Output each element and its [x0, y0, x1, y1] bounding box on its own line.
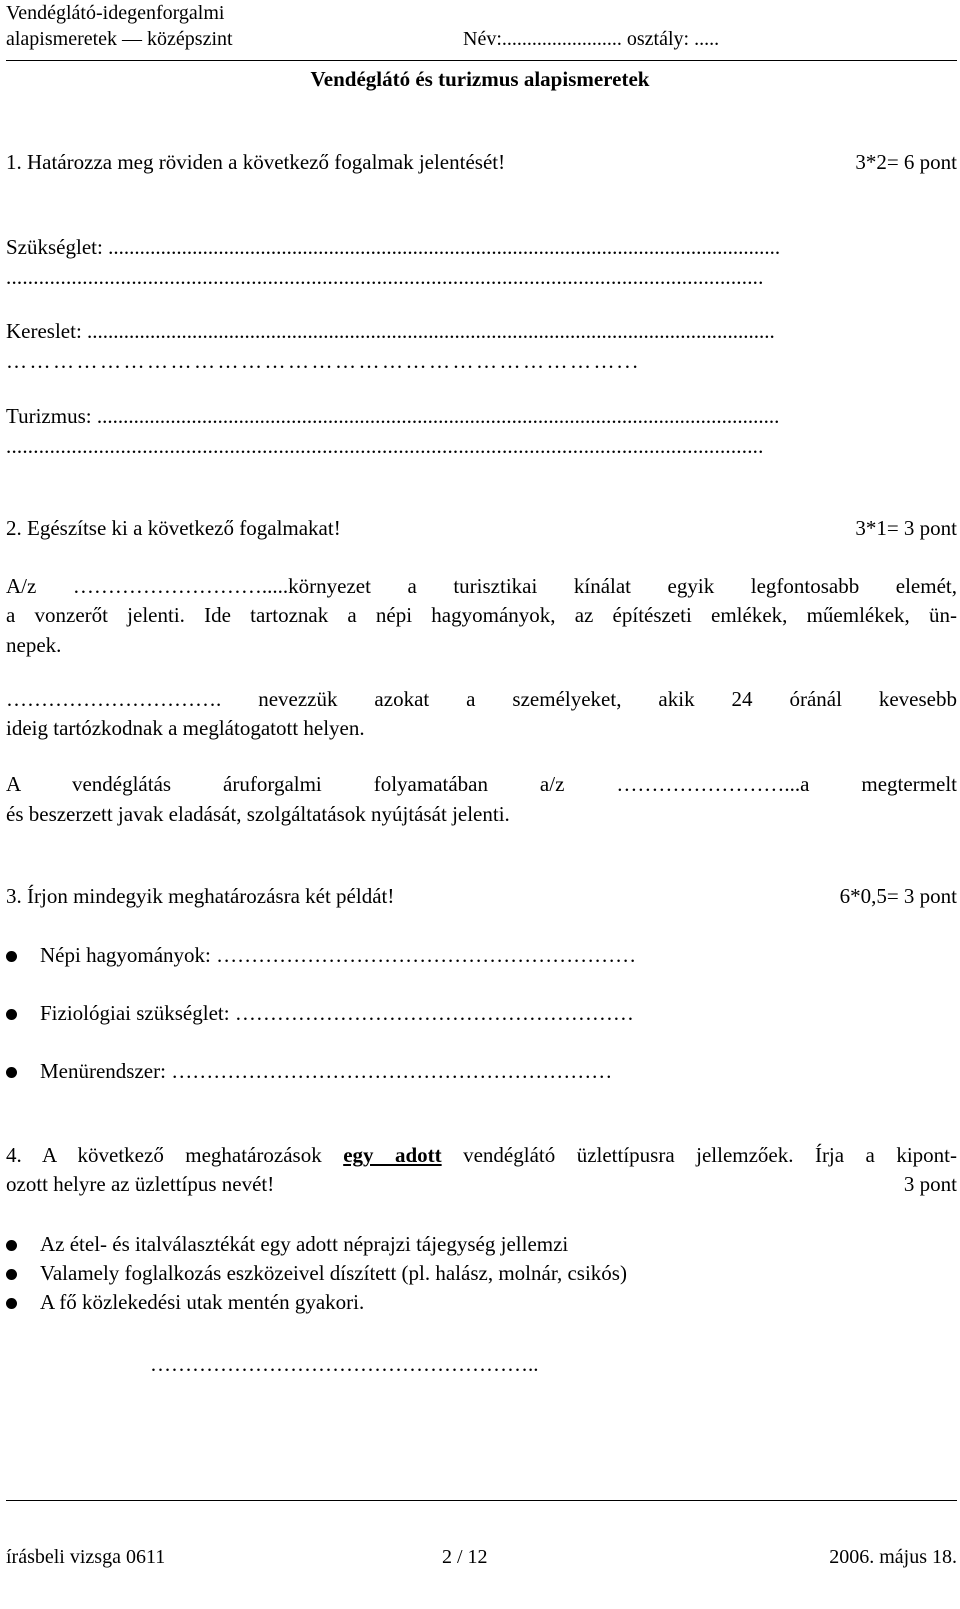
- q2-para3-line1: [6, 769, 957, 799]
- q2-blank-2[interactable]: ………………………….: [6, 687, 222, 711]
- header-left: [6, 0, 233, 52]
- header-level: alapismeretek — középszint: [6, 28, 233, 50]
- q4-text: vendéglátó üzlettípusra jellemzőek. Írja a kipont-: [441, 1143, 957, 1167]
- q2-blank-3[interactable]: A vendéglátás áruforgalmi folyamatában a/z ……………………: [6, 772, 785, 796]
- header-rule: [6, 60, 957, 61]
- q1-answer-line[interactable]: ……………………………………………………………………...: [6, 349, 641, 373]
- q3-label: Menürendszer:: [40, 1059, 172, 1083]
- q3-item-menurendszer: [40, 1056, 612, 1086]
- q1-answer-line[interactable]: ...........................................................................................................................................: [6, 434, 764, 458]
- q1-answer-line[interactable]: ...................................................................................................................................: [87, 319, 775, 343]
- footer-rule: [6, 1500, 957, 1501]
- q2-para2-line1: [6, 684, 957, 714]
- q1-item-szukseglet: [6, 232, 780, 262]
- q2-question: 2. Egészítse ki a következő fogalmakat!: [6, 516, 341, 540]
- q3-points: 6*0,5= 3 pont: [839, 884, 957, 908]
- q4-item: A fő közlekedési utak mentén gyakori.: [40, 1290, 365, 1314]
- footer-page-number: 2 / 12: [442, 1546, 488, 1568]
- q2-para2-line2: ideig tartózkodnak a meglátogatott helyen.: [6, 716, 365, 740]
- q3-answer-line[interactable]: ………………………………………………………: [171, 1059, 613, 1083]
- bullet-icon: [6, 951, 17, 962]
- q3-answer-line[interactable]: ……………………………………………………: [216, 943, 637, 967]
- q3-answer-line[interactable]: …………………………………………………: [234, 1001, 634, 1025]
- q3-label: Fiziológiai szükséglet:: [40, 1001, 235, 1025]
- q2-para1-line1: [6, 571, 957, 601]
- q4-question-line1: [6, 1140, 957, 1170]
- q1-answer-line[interactable]: ..................................................................................................................................: [96, 404, 780, 428]
- q3-item-nepi: [40, 940, 636, 970]
- q4-item: Valamely foglalkozás eszközeivel díszített (pl. halász, molnár, csikós): [40, 1261, 627, 1285]
- q4-question-line2: ozott helyre az üzlettípus nevét!: [6, 1172, 275, 1196]
- footer-exam-code: írásbeli vizsga 0611: [6, 1546, 166, 1568]
- bullet-icon: [6, 1009, 17, 1020]
- q3-item-fiziologiai: [40, 998, 634, 1028]
- q4-text: 4. A következő meghatározások: [6, 1143, 344, 1167]
- q1-question: 1. Határozza meg röviden a következő fogalmak jelentését!: [6, 150, 506, 174]
- q1-points: 3*2= 6 pont: [855, 150, 957, 174]
- q1-label-szukseglet: Szükséglet:: [6, 235, 109, 259]
- footer-date: 2006. május 18.: [829, 1546, 957, 1568]
- bullet-icon: [6, 1240, 17, 1251]
- bullet-icon: [6, 1298, 17, 1309]
- header-name-class-field: Név:........................ osztály: .....: [463, 28, 720, 50]
- bullet-icon: [6, 1067, 17, 1078]
- q2-text: ...környezet a turisztikai kínálat egyik legfontosabb elemét,: [272, 574, 957, 598]
- q4-points: 3 pont: [903, 1172, 957, 1196]
- q2-para1-line3: nepek.: [6, 633, 62, 657]
- page-title: Vendéglátó és turizmus alapismeretek: [310, 67, 650, 91]
- q4-answer-line[interactable]: ………………………………………………..: [150, 1352, 539, 1376]
- q2-text: nevezzük azokat a személyeket, akik 24 óránál kevesebb: [258, 687, 957, 711]
- q4-item: Az étel- és italválasztékát egy adott néprajzi tájegység jellemzi: [40, 1232, 569, 1256]
- q1-item-kereslet: [6, 316, 775, 346]
- q1-label-kereslet: Kereslet:: [6, 319, 88, 343]
- q1-answer-line[interactable]: ................................................................................................................................: [108, 235, 781, 259]
- q2-blank-1[interactable]: A/z ………………………..: [6, 574, 273, 598]
- q3-question: 3. Írjon mindegyik meghatározásra két példát!: [6, 884, 395, 908]
- q2-para1-line2: a vonzerőt jelenti. Ide tartoznak a népi hagyományok, az építészeti emlékek, műemlékek, ün-: [6, 603, 957, 627]
- q2-para3-line2: és beszerzett javak eladását, szolgáltatások nyújtását jelenti.: [6, 802, 510, 826]
- q1-label-turizmus: Turizmus:: [6, 404, 97, 428]
- header-subject: Vendéglátó-idegenforgalmi: [6, 2, 225, 24]
- q2-points: 3*1= 3 pont: [855, 516, 957, 540]
- q1-answer-line[interactable]: ...........................................................................................................................................: [6, 265, 764, 289]
- q4-emphasis: egy adott: [343, 1143, 442, 1167]
- q3-label: Népi hagyományok:: [40, 943, 217, 967]
- bullet-icon: [6, 1269, 17, 1280]
- q2-text: ...a megtermelt: [784, 772, 958, 796]
- q1-item-turizmus: [6, 401, 779, 431]
